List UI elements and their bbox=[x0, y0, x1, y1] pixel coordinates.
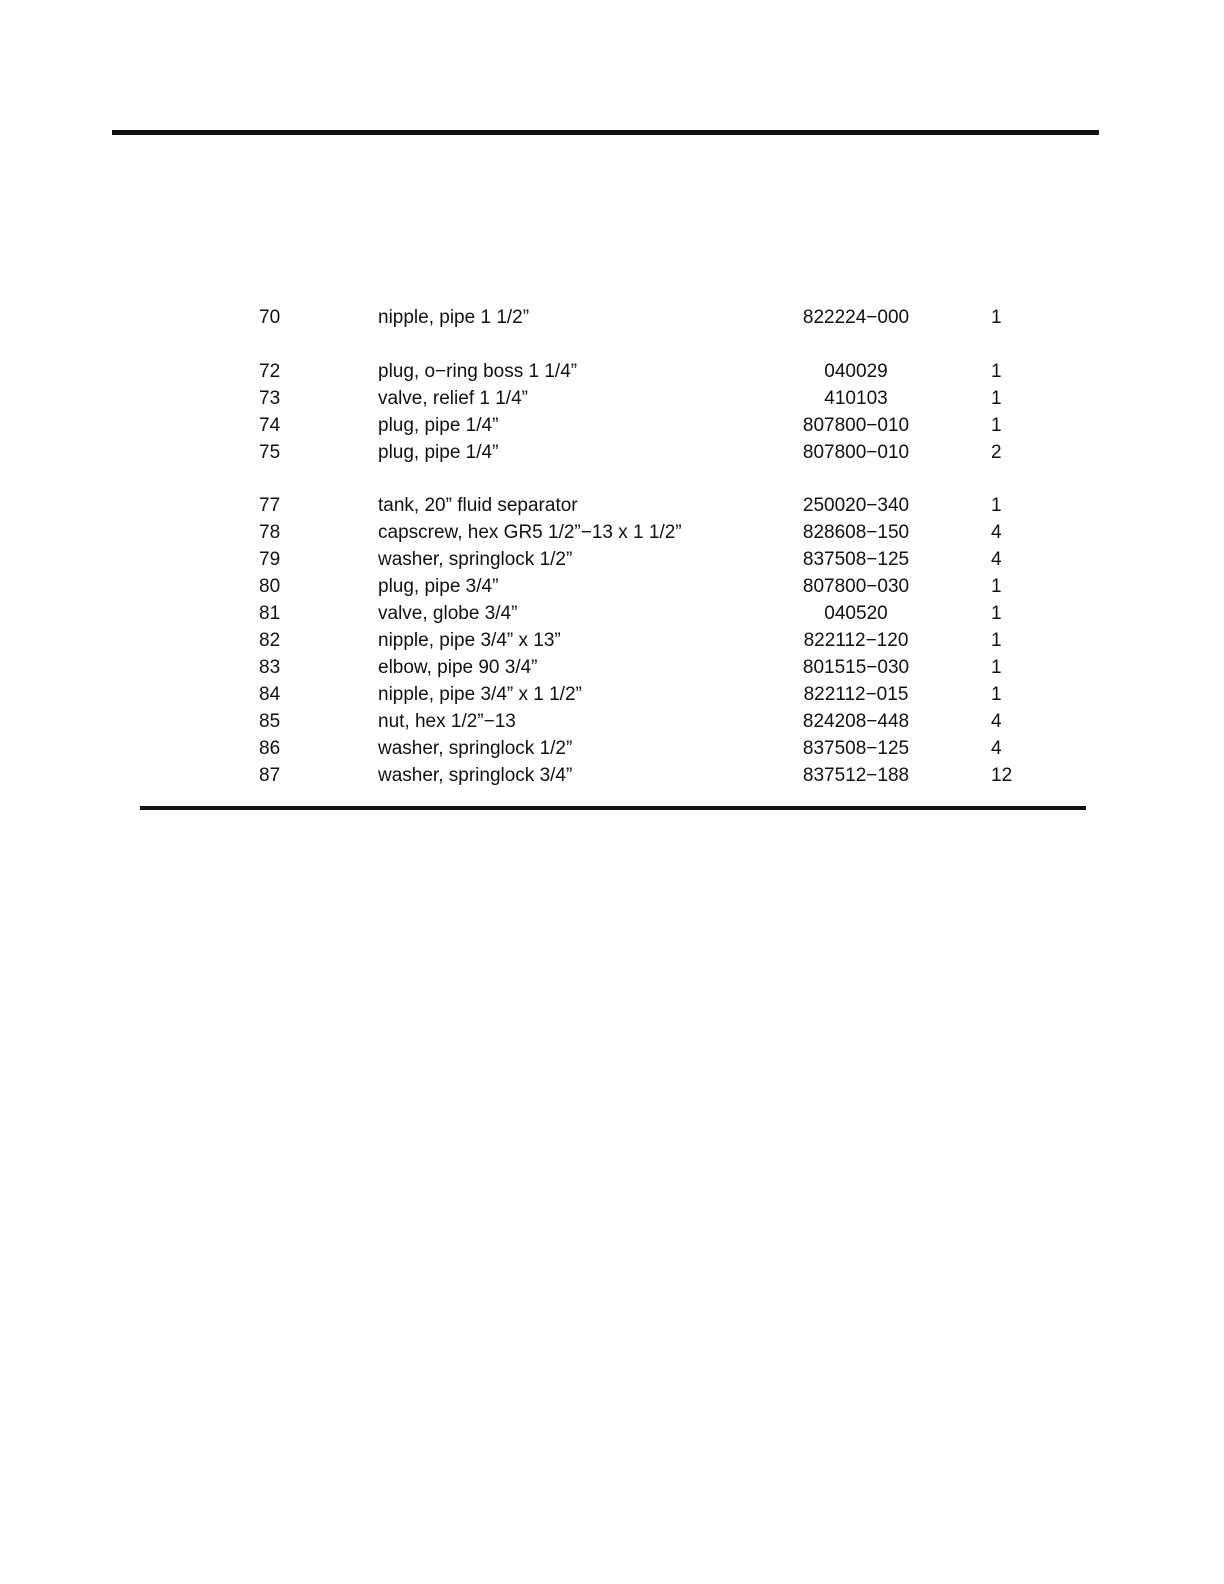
quantity: 1 bbox=[991, 657, 1002, 678]
quantity: 1 bbox=[991, 603, 1002, 624]
item-description: nipple, pipe 3/4” x 1 1/2” bbox=[378, 684, 582, 705]
item-description: washer, springlock 3/4” bbox=[378, 765, 573, 786]
item-description: nipple, pipe 1 1/2” bbox=[378, 307, 530, 328]
table-row bbox=[0, 492, 1224, 519]
part-number: 824208−448 bbox=[802, 711, 910, 732]
item-number: 78 bbox=[259, 522, 281, 543]
item-description: plug, pipe 1/4” bbox=[378, 415, 499, 436]
part-number: 410103 bbox=[824, 388, 888, 409]
quantity: 1 bbox=[991, 415, 1002, 436]
quantity: 12 bbox=[991, 765, 1013, 786]
table-row bbox=[0, 385, 1224, 412]
table-row bbox=[0, 546, 1224, 573]
item-description: tank, 20” fluid separator bbox=[378, 495, 578, 516]
item-description: plug, pipe 3/4” bbox=[378, 576, 499, 597]
item-number: 87 bbox=[259, 765, 281, 786]
table-row bbox=[0, 600, 1224, 627]
quantity: 2 bbox=[991, 442, 1002, 463]
item-number: 85 bbox=[259, 711, 281, 732]
part-number: 837512−188 bbox=[802, 765, 910, 786]
item-description: plug, o−ring boss 1 1/4” bbox=[378, 361, 578, 382]
item-number: 73 bbox=[259, 388, 281, 409]
table-row bbox=[0, 654, 1224, 681]
part-number: 807800−030 bbox=[802, 576, 910, 597]
table-row bbox=[0, 358, 1224, 385]
part-number: 040520 bbox=[824, 603, 888, 624]
item-description: washer, springlock 1/2” bbox=[378, 738, 573, 759]
item-number: 86 bbox=[259, 738, 281, 759]
table-row bbox=[0, 708, 1224, 735]
item-number: 70 bbox=[259, 307, 281, 328]
quantity: 4 bbox=[991, 522, 1002, 543]
item-description: plug, pipe 1/4” bbox=[378, 442, 499, 463]
item-number: 83 bbox=[259, 657, 281, 678]
part-number: 837508−125 bbox=[802, 549, 910, 570]
quantity: 4 bbox=[991, 549, 1002, 570]
quantity: 1 bbox=[991, 361, 1002, 382]
item-number: 82 bbox=[259, 630, 281, 651]
part-number: 822112−120 bbox=[803, 630, 909, 651]
part-number: 040029 bbox=[824, 361, 888, 382]
table-row bbox=[0, 762, 1224, 789]
table-row bbox=[0, 735, 1224, 762]
item-number: 81 bbox=[259, 603, 281, 624]
item-description: capscrew, hex GR5 1/2”−13 x 1 1/2” bbox=[378, 522, 682, 543]
part-number: 822224−000 bbox=[802, 307, 910, 328]
table-row bbox=[0, 412, 1224, 439]
part-number: 822112−015 bbox=[803, 684, 909, 705]
quantity: 1 bbox=[991, 630, 1002, 651]
item-number: 74 bbox=[259, 415, 281, 436]
item-number: 72 bbox=[259, 361, 281, 382]
quantity: 1 bbox=[991, 684, 1002, 705]
part-number: 250020−340 bbox=[802, 495, 910, 516]
quantity: 4 bbox=[991, 738, 1002, 759]
part-number: 807800−010 bbox=[802, 415, 910, 436]
part-number: 828608−150 bbox=[802, 522, 910, 543]
quantity: 1 bbox=[991, 495, 1002, 516]
item-description: washer, springlock 1/2” bbox=[378, 549, 573, 570]
quantity: 1 bbox=[991, 388, 1002, 409]
part-number: 807800−010 bbox=[802, 442, 910, 463]
table-row bbox=[0, 681, 1224, 708]
table-row bbox=[0, 304, 1224, 331]
item-number: 84 bbox=[259, 684, 281, 705]
item-number: 77 bbox=[259, 495, 281, 516]
top-rule bbox=[112, 130, 1099, 135]
quantity: 4 bbox=[991, 711, 1002, 732]
table-row bbox=[0, 627, 1224, 654]
part-number: 837508−125 bbox=[802, 738, 910, 759]
item-description: valve, globe 3/4” bbox=[378, 603, 518, 624]
item-description: valve, relief 1 1/4” bbox=[378, 388, 528, 409]
part-number: 801515−030 bbox=[802, 657, 910, 678]
item-description: nut, hex 1/2”−13 bbox=[378, 711, 516, 732]
table-row bbox=[0, 439, 1224, 466]
item-number: 80 bbox=[259, 576, 281, 597]
bottom-rule bbox=[140, 806, 1086, 810]
item-description: nipple, pipe 3/4” x 13” bbox=[378, 630, 561, 651]
item-number: 75 bbox=[259, 442, 281, 463]
item-description: elbow, pipe 90 3/4” bbox=[378, 657, 538, 678]
quantity: 1 bbox=[991, 307, 1002, 328]
item-number: 79 bbox=[259, 549, 281, 570]
table-row bbox=[0, 519, 1224, 546]
table-row bbox=[0, 573, 1224, 600]
quantity: 1 bbox=[991, 576, 1002, 597]
